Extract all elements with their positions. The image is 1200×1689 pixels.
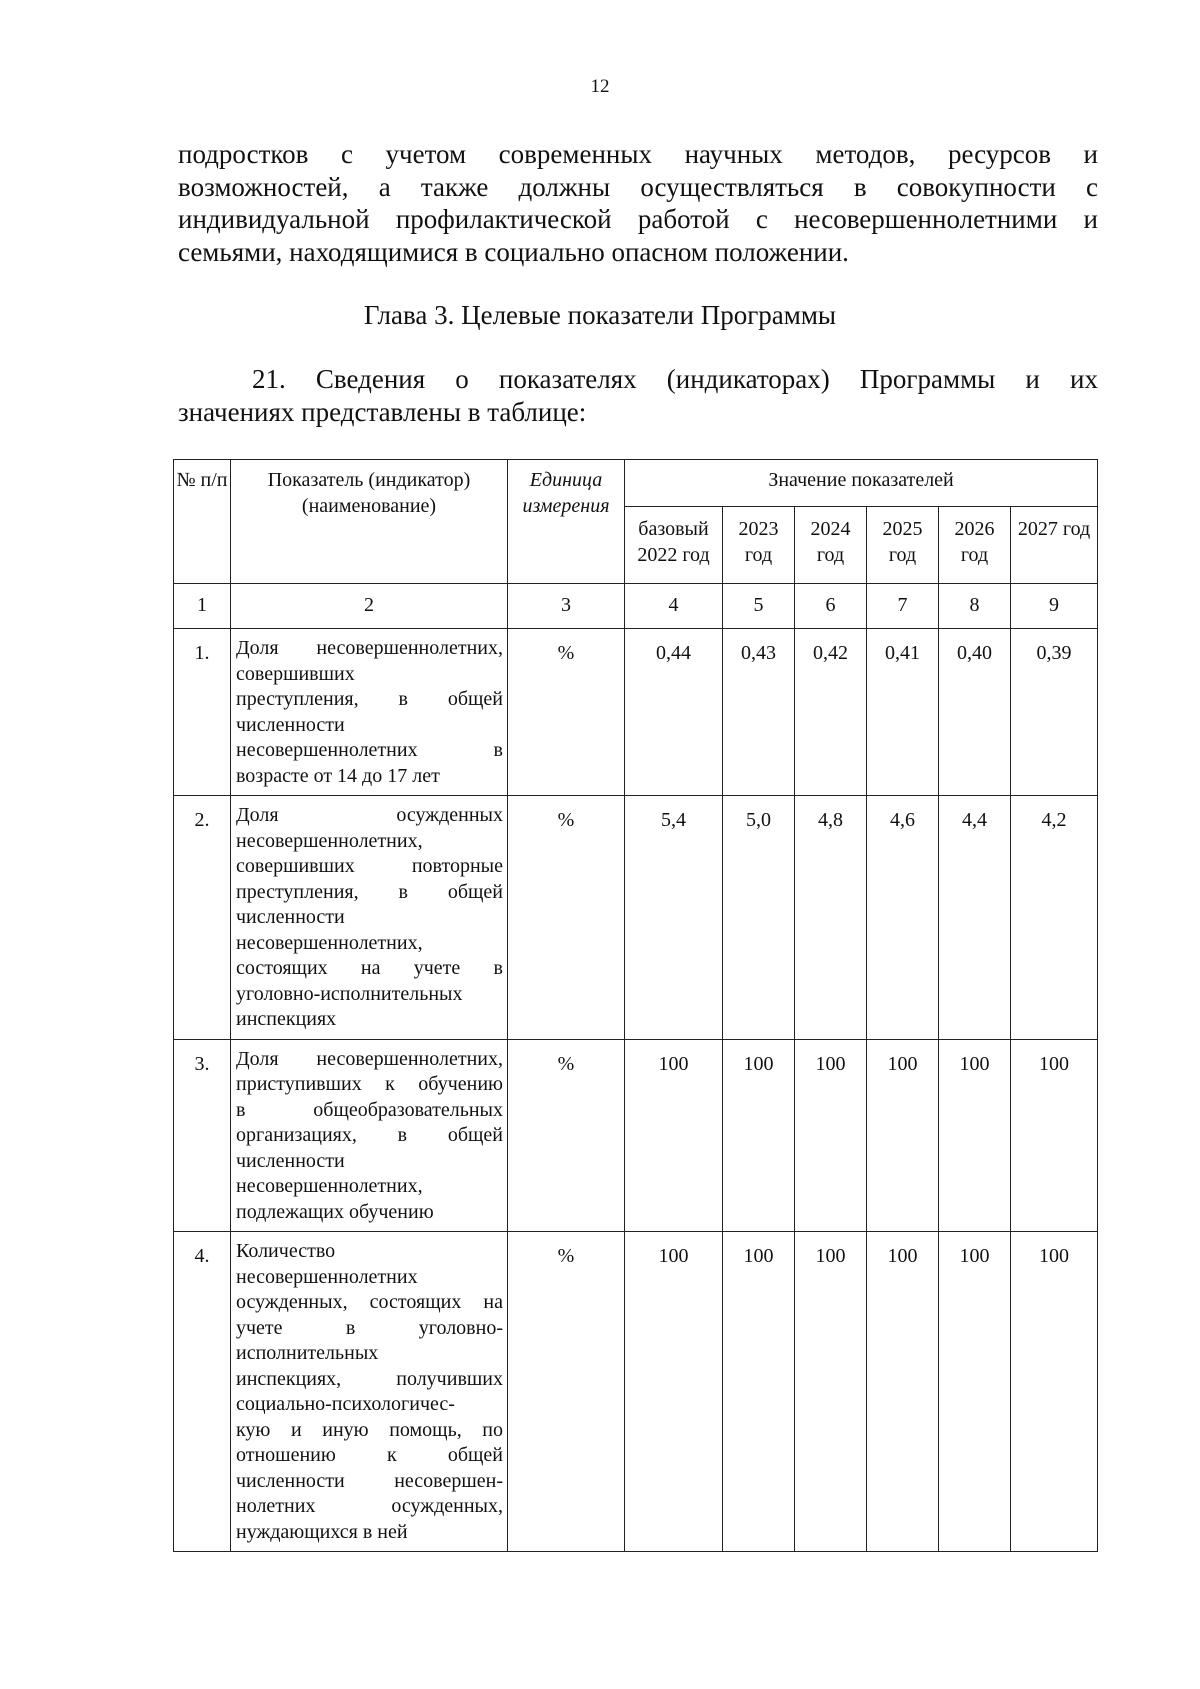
word: профилактической [395,204,612,234]
page-number: 12 [590,76,610,97]
word: также [420,171,489,202]
word: должны [518,171,611,202]
value-cell: 100 [867,1232,939,1552]
indicator-name-line: исполнительных [236,1342,379,1364]
value-cell: 4,6 [867,796,939,1040]
text-line [178,363,1098,396]
word: их [1070,364,1098,394]
header-year-base: базовый 2022 год [625,507,723,584]
word: индивидуальной [178,204,370,234]
indicator-name-line: организациях, в общей [236,1124,503,1146]
header-year-2024: 2024 год [795,507,867,584]
value-cell: 100 [939,1232,1011,1552]
indicator-name [231,629,508,796]
indicator-name-line: преступления, в общей [236,880,503,903]
word: ресурсов [947,139,1051,169]
table-row [174,1039,1098,1232]
indicator-name-line: численности [236,1149,345,1172]
column-number: 6 [795,584,867,629]
chapter-heading: Глава 3. Целевые показатели Программы [363,300,837,330]
column-numbers-row [174,584,1098,629]
indicator-name-line: нолетних осужденных, [236,1495,503,1517]
column-number: 7 [867,584,939,629]
indicator-name-line: кую и иную помощь, по [236,1418,503,1441]
value-cell: 100 [939,1039,1011,1232]
indicator-name-line: совершивших повторные [236,855,503,877]
text-line [178,138,1098,171]
header-year-2023: 2023 год [723,507,795,584]
text-line [178,236,1098,269]
word: значениях представлены в таблице: [178,396,587,427]
table-row [174,1232,1098,1552]
value-cell: 100 [723,1232,795,1552]
value-cell: 100 [867,1039,939,1232]
unit-cell: % [508,629,625,796]
column-number: 1 [174,584,231,629]
value-cell: 0,42 [795,629,867,796]
value-cell: 5,0 [723,796,795,1040]
word: работой [637,204,730,234]
unit-cell: % [508,796,625,1040]
word: (индикаторах) [666,364,830,394]
word: и [1083,139,1098,169]
indicator-name-line: численности [236,906,345,928]
text-line [178,203,1098,236]
word: и [1025,364,1040,394]
word: совокупности [896,171,1056,202]
word: Программы [859,364,996,394]
indicator-name-line: Доля несовершеннолетних, [236,1047,503,1070]
intro-paragraph [178,138,1098,268]
indicator-name [231,1232,508,1552]
value-cell: 4,2 [1011,796,1098,1040]
word: научных [684,139,783,169]
text-line [178,396,1098,429]
table-row [174,629,1098,796]
value-cell: 100 [795,1232,867,1552]
header-values-group: Значение показателей [625,460,1098,507]
indicator-name-line: Доля осужденных [236,804,503,826]
word: с [340,139,353,169]
word: Сведения [315,364,426,394]
value-cell: 0,39 [1011,629,1098,796]
value-cell: 4,4 [939,796,1011,1040]
indicator-name-line: несовершеннолетних, [236,1175,423,1197]
header-year-2026: 2026 год [939,507,1011,584]
text-line [178,171,1098,204]
column-number: 2 [231,584,508,629]
word: с [755,204,768,234]
indicators-table [173,459,1098,1552]
indicator-name-line: совершивших [236,662,355,685]
value-cell: 0,43 [723,629,795,796]
header-year-2025: 2025 год [867,507,939,584]
word: осуществляться [640,171,824,202]
word: показателях [498,364,637,394]
word: учетом [385,139,467,169]
row-number: 2. [174,796,231,1040]
word: о [455,364,469,394]
word: методов, [815,139,916,169]
indicator-name-line: инспекциях [236,1008,337,1030]
word: с [1086,171,1098,202]
indicator-name-line: преступления, в общей [236,688,503,710]
header-indicator: Показатель (индикатор) (наименование) [231,460,508,584]
word: семьями, находящимися в социально опасном положении. [178,236,849,267]
indicator-name-line: несовершеннолетних в [236,739,503,761]
word: современных [498,139,652,169]
word: и [1083,204,1098,234]
header-num: № п/п [174,460,231,584]
value-cell: 0,40 [939,629,1011,796]
value-cell: 4,8 [795,796,867,1040]
value-cell: 5,4 [625,796,723,1040]
word: возможностей, [178,171,349,202]
table-row [174,796,1098,1040]
value-cell: 100 [723,1039,795,1232]
value-cell: 0,41 [867,629,939,796]
word: 21. [252,364,286,394]
indicator-name [231,1039,508,1232]
paragraph-21 [178,363,1098,428]
word: несовершеннолетними [794,204,1058,234]
value-cell: 100 [625,1039,723,1232]
indicator-name-line: численности [236,713,345,736]
indicator-name-line: несовершеннолетних, [236,931,423,954]
indicator-name-line: возрасте от 14 до 17 лет [236,764,440,787]
column-number: 5 [723,584,795,629]
indicator-name-line: уголовно-исполнительных [236,982,463,1005]
value-cell: 100 [795,1039,867,1232]
indicator-name-line: отношению к общей [236,1444,503,1466]
indicator-name [231,796,508,1040]
indicator-name-line: численности несовершен- [236,1469,503,1492]
column-number: 4 [625,584,723,629]
indicator-name-line: несовершеннолетних, [236,829,423,852]
indicator-name-line: Количество [236,1240,336,1262]
row-number: 3. [174,1039,231,1232]
row-number: 4. [174,1232,231,1552]
indicator-name-line: Доля несовершеннолетних, [236,637,503,659]
indicator-name-line: несовершеннолетних [236,1265,418,1288]
indicator-name-line: социально-психологичес- [236,1393,455,1415]
value-cell: 0,44 [625,629,723,796]
indicator-name-line: осужденных, состоящих на [236,1291,503,1313]
indicator-name-line: приступивших к обучению [236,1073,503,1095]
indicator-name-line: учете в уголовно- [236,1316,503,1339]
indicator-name-line: инспекциях, получивших [236,1367,503,1390]
row-number: 1. [174,629,231,796]
unit-cell: % [508,1039,625,1232]
value-cell: 100 [625,1232,723,1552]
indicator-name-line: подлежащих обучению [236,1200,434,1223]
word: в [853,171,867,202]
column-number: 9 [1011,584,1098,629]
value-cell: 100 [1011,1232,1098,1552]
word: а [378,171,391,202]
column-number: 3 [508,584,625,629]
indicator-name-line: нуждающихся в ней [236,1520,408,1543]
indicator-name-line: в общеобразовательных [236,1098,503,1121]
unit-cell: % [508,1232,625,1552]
header-year-2027: 2027 год [1011,507,1098,584]
header-unit: Единица измерения [508,460,625,584]
indicator-name-line: состоящих на учете в [236,957,503,979]
column-number: 8 [939,584,1011,629]
value-cell: 100 [1011,1039,1098,1232]
word: подростков [178,139,309,169]
